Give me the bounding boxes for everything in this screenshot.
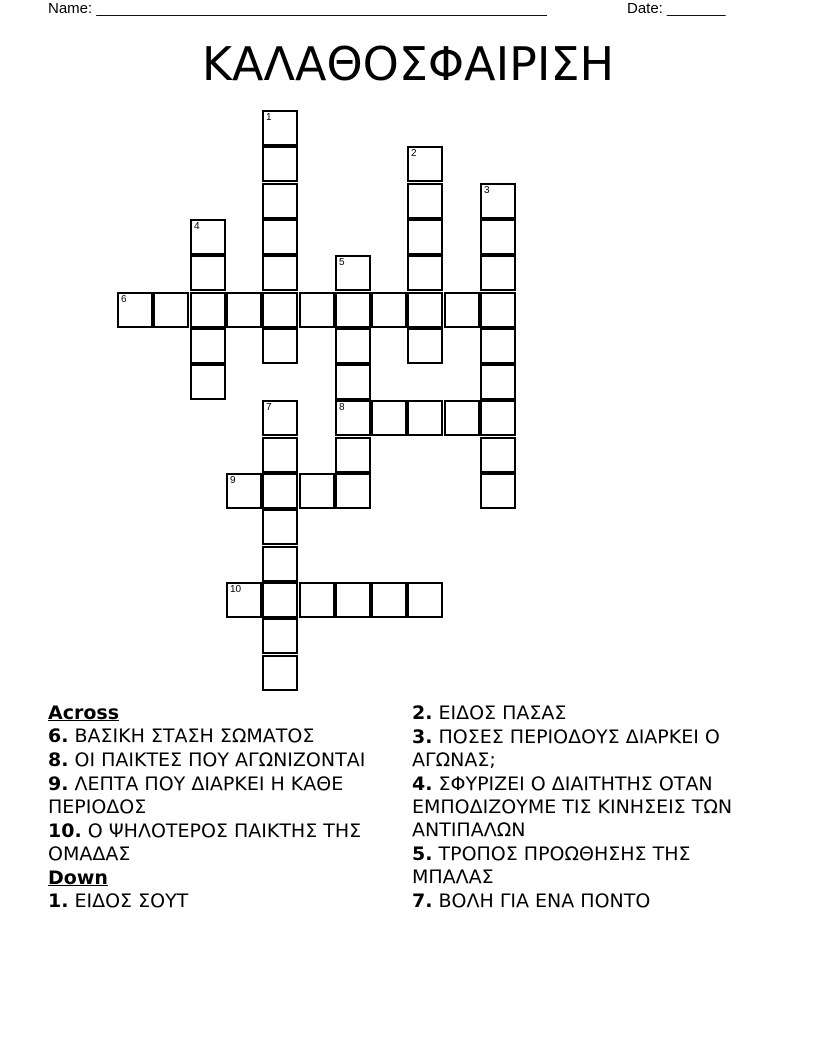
clue-number: 10: [230, 584, 242, 595]
grid-cell[interactable]: [262, 110, 298, 146]
page-title: ΚΑΛΑΘΟΣΦΑΙΡΙΣΗ: [201, 37, 615, 91]
clue-number: 3: [484, 185, 490, 196]
grid-cell[interactable]: [335, 255, 371, 291]
grid-cell[interactable]: [480, 473, 516, 509]
clue-number: 9: [230, 475, 236, 486]
grid-cell[interactable]: [480, 255, 516, 291]
grid-cell[interactable]: [262, 219, 298, 255]
grid-cell[interactable]: [262, 655, 298, 691]
clue-number: 6: [121, 294, 127, 305]
down-heading: Down: [48, 867, 108, 889]
grid-cell[interactable]: [299, 473, 335, 509]
grid-cell[interactable]: [407, 146, 443, 182]
grid-cell[interactable]: [299, 582, 335, 618]
clues-left-column: [48, 702, 393, 914]
grid-cell[interactable]: [190, 219, 226, 255]
grid-cell[interactable]: [407, 328, 443, 364]
clue-across-6: 6. ΒΑΣΙΚΗ ΣΤΑΣΗ ΣΩΜΑΤΟΣ: [48, 725, 315, 747]
name-field-label: Name: ______________________________________________________: [48, 0, 547, 17]
grid-cell[interactable]: [480, 437, 516, 473]
grid-cell[interactable]: [262, 328, 298, 364]
grid-cell[interactable]: [335, 437, 371, 473]
clues-right-column: [412, 702, 757, 914]
grid-cell[interactable]: [407, 255, 443, 291]
grid-cell[interactable]: [335, 364, 371, 400]
grid-cell[interactable]: [190, 364, 226, 400]
clue-number: 5: [339, 257, 345, 268]
clue-down-3: 3. ΠΟΣΕΣ ΠΕΡΙΟΔΟΥΣ ΔΙΑΡΚΕΙ Ο ΑΓΩΝΑΣ;: [412, 726, 720, 771]
clue-across-8: 8. ΟΙ ΠΑΙΚΤΕΣ ΠΟΥ ΑΓΩΝΙΖΟΝΤΑΙ: [48, 749, 366, 771]
clue-down-5: 5. ΤΡΟΠΟΣ ΠΡΟΩΘΗΣΗΣ ΤΗΣ ΜΠΑΛΑΣ: [412, 843, 691, 888]
clue-number: 1: [266, 112, 272, 123]
grid-cell[interactable]: [407, 582, 443, 618]
grid-cell[interactable]: [407, 183, 443, 219]
clue-number: 7: [266, 402, 272, 413]
grid-cell[interactable]: [480, 219, 516, 255]
grid-cell[interactable]: [407, 400, 443, 436]
grid-cell[interactable]: [262, 255, 298, 291]
grid-cell[interactable]: [153, 292, 189, 328]
grid-cell[interactable]: [262, 400, 298, 436]
clue-number: 8: [339, 402, 345, 413]
grid-cell[interactable]: [407, 219, 443, 255]
grid-cell[interactable]: [190, 255, 226, 291]
clue-down-7: 7. ΒΟΛΗ ΓΙΑ ΕΝΑ ΠΟΝΤΟ: [412, 890, 651, 912]
clue-across-10: 10. Ο ΨΗΛΟΤΕΡΟΣ ΠΑΙΚΤΗΣ ΤΗΣ ΟΜΑΔΑΣ: [48, 820, 362, 865]
grid-cell[interactable]: [226, 582, 262, 618]
grid-cell[interactable]: [262, 292, 298, 328]
grid-cell[interactable]: [262, 473, 298, 509]
grid-cell[interactable]: [371, 292, 407, 328]
grid-cell[interactable]: [299, 292, 335, 328]
grid-cell[interactable]: [444, 400, 480, 436]
clue-down-2: 2. ΕΙΔΟΣ ΠΑΣΑΣ: [412, 702, 567, 724]
grid-cell[interactable]: [190, 292, 226, 328]
grid-cell[interactable]: [480, 183, 516, 219]
clue-across-9: 9. ΛΕΠΤΑ ΠΟΥ ΔΙΑΡΚΕΙ Η ΚΑΘΕ ΠΕΡΙΟΔΟΣ: [48, 773, 344, 818]
grid-cell[interactable]: [335, 328, 371, 364]
grid-cell[interactable]: [480, 292, 516, 328]
grid-cell[interactable]: [480, 364, 516, 400]
clue-number: 4: [194, 221, 200, 232]
grid-cell[interactable]: [335, 473, 371, 509]
grid-cell[interactable]: [335, 292, 371, 328]
grid-cell[interactable]: [335, 582, 371, 618]
grid-cell[interactable]: [262, 509, 298, 545]
grid-cell[interactable]: [262, 582, 298, 618]
grid-cell[interactable]: [262, 437, 298, 473]
grid-cell[interactable]: [371, 582, 407, 618]
grid-cell[interactable]: [226, 473, 262, 509]
grid-cell[interactable]: [117, 292, 153, 328]
across-heading: Across: [48, 702, 120, 724]
clue-down-1: 1. ΕΙΔΟΣ ΣΟΥΤ: [48, 890, 189, 912]
grid-cell[interactable]: [262, 546, 298, 582]
grid-cell[interactable]: [371, 400, 407, 436]
grid-cell[interactable]: [480, 400, 516, 436]
grid-cell[interactable]: [335, 400, 371, 436]
grid-cell[interactable]: [190, 328, 226, 364]
grid-cell[interactable]: [262, 183, 298, 219]
grid-cell[interactable]: [262, 146, 298, 182]
grid-cell[interactable]: [226, 292, 262, 328]
grid-cell[interactable]: [480, 328, 516, 364]
grid-cell[interactable]: [262, 618, 298, 654]
clue-down-4: 4. ΣΦΥΡΙΖΕΙ Ο ΔΙΑΙΤΗΤΗΣ ΟΤΑΝ ΕΜΠΟΔΙΖΟΥΜΕ ΤΙΣ ΚΙΝΗΣΕΙΣ ΤΩΝ ΑΝΤΙΠΑΛΩΝ: [412, 773, 733, 841]
date-field-label: Date: _______: [627, 0, 726, 17]
clue-number: 2: [411, 148, 417, 159]
grid-cell[interactable]: [407, 292, 443, 328]
grid-cell[interactable]: [444, 292, 480, 328]
